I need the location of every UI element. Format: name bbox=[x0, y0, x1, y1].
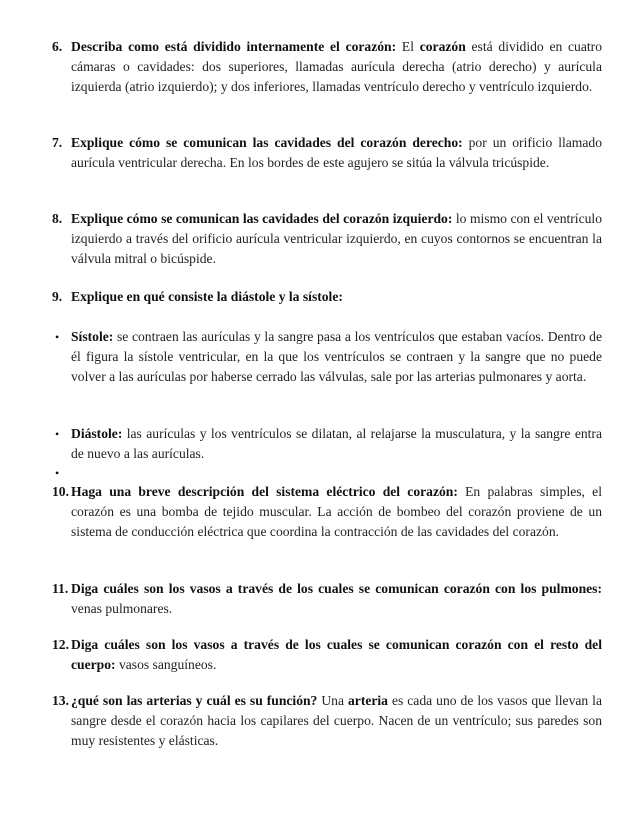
question-number: 12. bbox=[52, 637, 69, 652]
question-text: Explique cómo se comunican las cavidades del corazón derecho: bbox=[71, 135, 463, 150]
question-13 bbox=[52, 691, 602, 751]
question-text: ¿qué son las arterias y cuál es su función? bbox=[71, 693, 318, 708]
question-9 bbox=[52, 287, 602, 307]
question-body bbox=[71, 635, 602, 675]
question-number: 9. bbox=[52, 289, 63, 304]
answer-emphasis: corazón bbox=[419, 39, 466, 54]
question-body bbox=[71, 691, 602, 751]
question-body bbox=[71, 579, 602, 619]
question-text: Describa como está dividido internamente el corazón: bbox=[71, 39, 397, 54]
answer-text: En palabras simples, el corazón es una bomba de tejido muscular. La acción de bombeo del corazón proviene de un sistema de conducción eléctrica que coordina la contracción de las cavidades del corazón. bbox=[71, 484, 602, 539]
answer-emphasis: corazón bbox=[160, 713, 204, 728]
answer-text: lo mismo con el ventrículo izquierdo a través del orificio aurícula ventricular izquierdo, en cuyos contornos se encuentran la válvula mitral o bicúspide. bbox=[71, 211, 602, 266]
question-number: 10. bbox=[52, 484, 69, 499]
question-body bbox=[71, 133, 602, 173]
question-text: Haga una breve descripción del sistema eléctrico del corazón: bbox=[71, 484, 458, 499]
answer-text: por un orificio llamado aurícula ventricular derecha. En los bordes de este agujero se sitúa la válvula tricúspide. bbox=[71, 135, 602, 170]
question-12 bbox=[52, 635, 602, 675]
answer-text: hacia los capilares del cuerpo. Nacen de un ventrículo; sus paredes son muy resistentes y elásticas. bbox=[71, 713, 602, 748]
question-body bbox=[71, 482, 602, 542]
question-number: 13. bbox=[52, 693, 69, 708]
question-7 bbox=[52, 133, 602, 173]
answer-text: es cada uno de los vasos que llevan la sangre desde el bbox=[71, 693, 602, 728]
question-number: 7. bbox=[52, 135, 63, 150]
bullet-icon: • bbox=[55, 330, 60, 344]
bullet-body bbox=[71, 327, 602, 387]
answer-emphasis: arteria bbox=[347, 693, 388, 708]
question-6 bbox=[52, 37, 602, 97]
answer-text: vasos sanguíneos. bbox=[115, 657, 217, 672]
question-10 bbox=[52, 482, 602, 542]
definition-text: las aurículas y los ventrículos se dilatan, al relajarse la musculatura, y la sangre entra de nuevo a las aurículas. bbox=[71, 426, 602, 461]
question-text: Diga cuáles son los vasos a través de los cuales se comunican corazón con los pulmones: bbox=[71, 581, 602, 596]
question-8 bbox=[52, 209, 602, 269]
question-number: 6. bbox=[52, 39, 63, 54]
bullet-icon: • bbox=[55, 466, 60, 480]
answer-text: venas pulmonares. bbox=[71, 601, 173, 616]
question-11 bbox=[52, 579, 602, 619]
answer-text: Una bbox=[317, 693, 348, 708]
bullet-sistole bbox=[52, 327, 602, 387]
term-text: Sístole: bbox=[71, 329, 114, 344]
question-text: Explique en qué consiste la diástole y la sístole: bbox=[71, 289, 343, 304]
question-number: 8. bbox=[52, 211, 63, 226]
bullet-icon: • bbox=[55, 427, 60, 441]
question-number: 11. bbox=[52, 581, 69, 596]
answer-text: El bbox=[396, 39, 420, 54]
answer-text: está dividido en cuatro cámaras o cavidades: dos superiores, llamadas aurícula derecha (atrio derecho) y aurícula izquierda (atrio izquierdo); y dos inferiores, llamadas ventrículo derecho y ventrículo izquierdo. bbox=[71, 39, 602, 94]
bullet-diastole bbox=[52, 424, 602, 464]
definition-text: se contraen las aurículas y la sangre pasa a los ventrículos que estaban vacíos. Dentro de él figura la sístole ventricular, en la que los ventrículos se contraen y la sangre que no puede volver a las aurículas por haberse cerrado las válvulas, sale por las arterias pulmonares y aorta. bbox=[71, 329, 602, 384]
term-text: Diástole: bbox=[71, 426, 123, 441]
question-body bbox=[71, 209, 602, 269]
bullet-body bbox=[71, 424, 602, 464]
question-body bbox=[71, 37, 602, 97]
question-body bbox=[71, 287, 602, 307]
question-text: Diga cuáles son los vasos a través de los cuales se comunican corazón con el resto del cuerpo: bbox=[71, 637, 602, 672]
question-text: Explique cómo se comunican las cavidades del corazón izquierdo: bbox=[71, 211, 453, 226]
